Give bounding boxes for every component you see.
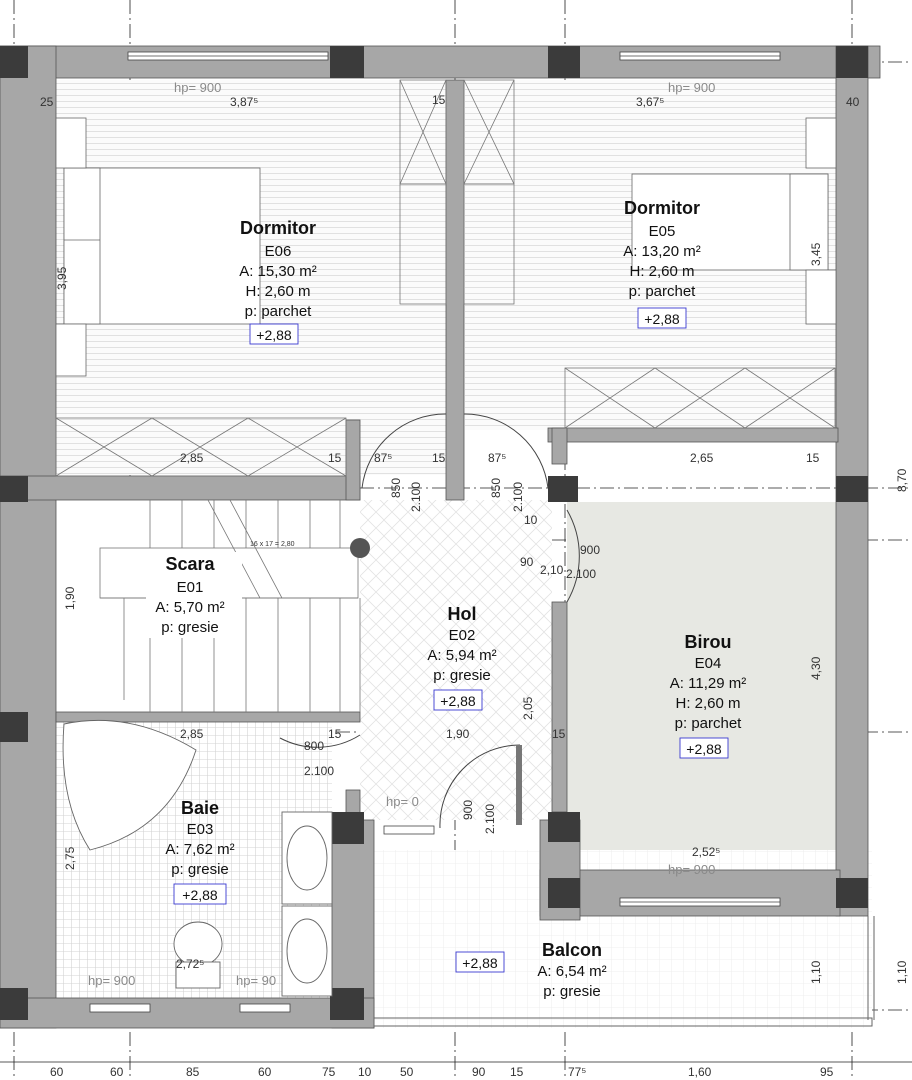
room-name: Dormitor (624, 198, 700, 218)
room-floor: p: parchet (628, 283, 696, 300)
room-code: E01 (176, 579, 204, 596)
dim-birou-width: 2,52⁵ (692, 845, 721, 859)
door-900-birou: 900 (580, 543, 601, 557)
room-name: Birou (684, 632, 732, 652)
dim-wall-40-top: 40 (846, 95, 860, 109)
room-floor: p: parchet (674, 715, 742, 732)
room-name: Balcon (541, 940, 603, 960)
door-900-balcon: 900 (461, 799, 475, 820)
room-level: +2,88 (462, 955, 498, 971)
dim-wall-15-wardrobe: 15 (328, 451, 342, 465)
dim-wardrobe-left: 2,85 (180, 451, 204, 465)
room-level: +2,88 (182, 887, 218, 903)
dim-wardrobe-right: 2,65 (690, 451, 714, 465)
dim-hol-205: 2,05 (521, 696, 535, 720)
room-level: +2,88 (256, 327, 292, 343)
hp-label-baie-1: hp= 900 (88, 973, 136, 988)
room-area: A: 11,29 m² (669, 675, 747, 692)
door-2100-balcon: 2.100 (483, 803, 497, 834)
door-leaves (516, 745, 522, 825)
dim-door-210: 2,10 (540, 563, 564, 577)
room-level: +2,88 (440, 693, 476, 709)
bottom-dim-10: 77⁵ (568, 1065, 587, 1079)
room-level: +2,88 (644, 311, 680, 327)
dim-wall-15-right: 15 (806, 451, 820, 465)
dim-door-90: 90 (520, 555, 534, 569)
dim-hol-width: 1,90 (446, 727, 470, 741)
door-2100-left: 2.100 (409, 481, 423, 512)
dim-dormitor-e06-depth: 3,95 (55, 266, 69, 290)
bottom-dimension-line (0, 1062, 912, 1079)
room-name: Scara (165, 554, 215, 574)
room-area: A: 6,54 m² (537, 963, 607, 980)
bottom-dim-8: 90 (472, 1065, 486, 1079)
room-floor: p: parchet (244, 303, 312, 320)
room-floor: p: gresie (543, 983, 601, 1000)
stair-step-label: 16 x 17 = 2,80 (250, 541, 295, 548)
room-floor: p: gresie (433, 667, 491, 684)
room-height: H: 2,60 m (629, 263, 695, 280)
dim-door-875-left: 87⁵ (374, 451, 393, 465)
room-area: A: 15,30 m² (239, 263, 317, 280)
room-name: Hol (447, 604, 477, 624)
room-code: E02 (448, 627, 476, 644)
room-name: Dormitor (240, 218, 316, 238)
dim-baie-width: 2,85 (180, 727, 204, 741)
bottom-dim-9: 15 (510, 1065, 524, 1079)
door-2100-baie: 2.100 (304, 764, 335, 778)
door-850-left: 850 (389, 477, 403, 498)
hp-label-top-left: hp= 900 (174, 80, 222, 95)
dim-wall-15-baie: 15 (328, 727, 342, 741)
dim-dormitor-e05-width: 3,67⁵ (636, 95, 665, 109)
hp-label-hol: hp= 0 (386, 794, 419, 809)
room-floor: p: gresie (161, 619, 219, 636)
hp-label-birou: hp= 900 (668, 862, 716, 877)
door-2100-birou: 2.100 (566, 567, 597, 581)
dim-baie-depth: 2,75 (63, 846, 77, 870)
room-code: E06 (264, 243, 292, 260)
room-height: H: 2,60 m (675, 695, 741, 712)
dim-wall-10: 10 (524, 513, 538, 527)
dim-wall-25-top: 25 (40, 95, 54, 109)
bottom-dim-7: 50 (400, 1065, 414, 1079)
room-height: H: 2,60 m (245, 283, 311, 300)
bottom-dim-3: 85 (186, 1065, 200, 1079)
bottom-dim-5: 75 (322, 1065, 336, 1079)
door-800-baie: 800 (304, 739, 325, 753)
dim-total-870: 8,70 (895, 468, 909, 492)
room-area: A: 13,20 m² (623, 243, 701, 260)
bottom-dim-6: 10 (358, 1065, 372, 1079)
hp-label-top-right: hp= 900 (668, 80, 716, 95)
room-floor: p: gresie (171, 861, 229, 878)
hp-label-baie-2: hp= 90 (236, 973, 277, 988)
room-scara-e01 (146, 552, 242, 638)
room-area: A: 7,62 m² (165, 841, 235, 858)
dim-dormitor-e06-width: 3,87⁵ (230, 95, 259, 109)
room-code: E04 (694, 655, 722, 672)
door-850-right: 850 (489, 477, 503, 498)
dim-balcon-110-ext: 1,10 (895, 960, 909, 984)
room-name: Baie (180, 798, 220, 818)
bottom-dim-4: 60 (258, 1065, 272, 1079)
door-2100-right: 2.100 (511, 481, 525, 512)
room-level: +2,88 (686, 741, 722, 757)
bottom-dim-12: 95 (820, 1065, 834, 1079)
room-code: E03 (186, 821, 214, 838)
dim-baie-bottom: 2,72⁵ (176, 957, 205, 971)
dim-wall-15-birou: 15 (552, 727, 566, 741)
dim-dormitor-e05-depth: 3,45 (809, 242, 823, 266)
room-code: E05 (648, 223, 676, 240)
room-area: A: 5,94 m² (427, 647, 497, 664)
dim-birou-depth: 4,30 (809, 656, 823, 680)
bottom-dim-1: 60 (50, 1065, 64, 1079)
stair-marker-icon (350, 538, 370, 558)
dim-balcon-110: 1,10 (809, 960, 823, 984)
room-area: A: 5,70 m² (155, 599, 225, 616)
bottom-dim-11: 1,60 (688, 1065, 712, 1079)
dim-scara-depth: 1,90 (63, 586, 77, 610)
bottom-dim-2: 60 (110, 1065, 124, 1079)
dim-wall-15-top: 15 (432, 93, 446, 107)
dim-door-875-right: 87⁵ (488, 451, 507, 465)
dim-wall-15-hol-left: 15 (432, 451, 446, 465)
